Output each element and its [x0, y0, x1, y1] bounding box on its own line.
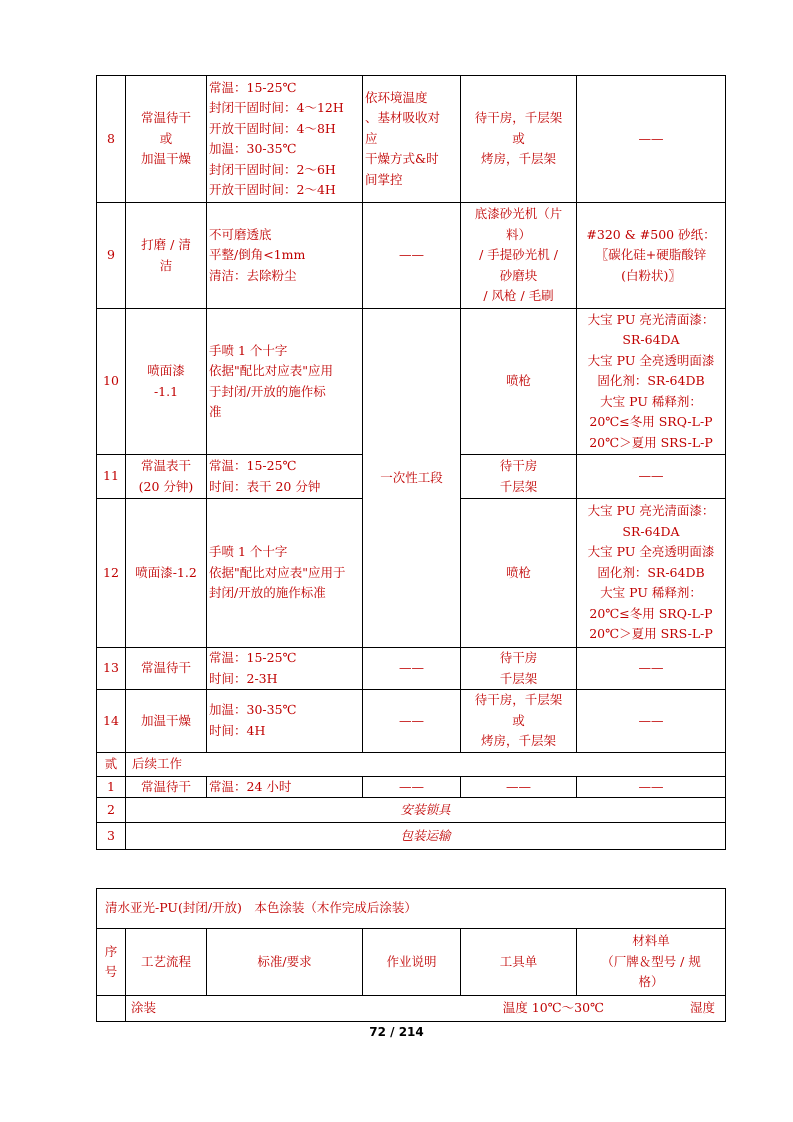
row-tools: 喷枪 [461, 309, 577, 455]
row-note: —— [363, 648, 461, 690]
coating-table-title: 清水亚光-PU(封闭/开放) 本色涂装（木作完成后涂装） [97, 889, 726, 929]
row-no: 12 [97, 499, 126, 648]
row-standard: 不可磨透底 平整/倒角<1mm 清洁：去除粉尘 [207, 203, 363, 309]
row-note: —— [363, 203, 461, 309]
table-row [97, 823, 726, 850]
row-standard: 手喷 1 个十字 依据"配比对应表"应用于 封闭/开放的施作标准 [207, 499, 363, 648]
process-rows [97, 76, 726, 850]
row-no: 8 [97, 76, 126, 203]
row-process: 打磨 / 清 洁 [126, 203, 207, 309]
table-row [97, 690, 726, 753]
row-material: —— [577, 455, 726, 499]
coating-label: 涂装 [131, 1000, 157, 1016]
row-merged-text: 安装锁具 [126, 798, 726, 823]
row-process: 喷面漆 -1.1 [126, 309, 207, 455]
row-tools: 待干房，千层架 或 烤房，千层架 [461, 76, 577, 203]
row-note: —— [363, 690, 461, 753]
table-row [97, 76, 726, 203]
row-process: 常温待干 [126, 776, 207, 798]
row-no: 13 [97, 648, 126, 690]
section-row [97, 752, 726, 776]
row-note: —— [363, 776, 461, 798]
row-no: 11 [97, 455, 126, 499]
row-note: 依环境温度 、基材吸收对 应 干燥方式&时 间掌控 [363, 76, 461, 203]
row-material: —— [577, 690, 726, 753]
row-standard: 常温：15-25℃ 时间：表干 20 分钟 [207, 455, 363, 499]
row-material: —— [577, 776, 726, 798]
row-material: —— [577, 76, 726, 203]
table-row [97, 203, 726, 309]
header-note: 作业说明 [363, 929, 461, 996]
section-no: 贰 [97, 752, 126, 776]
row-merged-text: 包装运输 [126, 823, 726, 850]
row-tools: 待干房 千层架 [461, 648, 577, 690]
row-standard: 加温：30-35℃ 时间：4H [207, 690, 363, 753]
row-tools: —— [461, 776, 577, 798]
header-tools: 工具单 [461, 929, 577, 996]
row-no: 14 [97, 690, 126, 753]
coating-row [126, 996, 726, 1022]
row-process: 常温表干 (20 分钟) [126, 455, 207, 499]
table-row [97, 798, 726, 823]
header-process: 工艺流程 [126, 929, 207, 996]
section-title: 后续工作 [126, 752, 726, 776]
row-note: 一次性工段 [363, 309, 461, 648]
row-standard: 手喷 1 个十字 依据"配比对应表"应用 于封闭/开放的施作标 准 [207, 309, 363, 455]
row-standard: 常温：15-25℃ 时间：2-3H [207, 648, 363, 690]
table-row [97, 776, 726, 798]
row-material: —— [577, 648, 726, 690]
row-process: 加温干燥 [126, 690, 207, 753]
table-row [97, 309, 726, 455]
row-tools: 待干房 千层架 [461, 455, 577, 499]
coating-temp: 温度 10℃～30℃ [502, 1000, 605, 1016]
row-material: 大宝 PU 亮光清面漆： SR-64DA 大宝 PU 全亮透明面漆 固化剂：SR-64DB 大宝 PU 稀释剂： 20℃≤冬用 SRQ-L-P 20℃＞夏用 SRS-L-P [577, 309, 726, 455]
row-standard: 常温：15-25℃ 封闭干固时间：4～12H 开放干固时间：4～8H 加温：30-35℃ 封闭干固时间：2～6H 开放干固时间：2～4H [207, 76, 363, 203]
row-material: #320 & #500 砂纸： 〖碳化硅+硬脂酸锌 (白粉状)〗 [577, 203, 726, 309]
row-no: 9 [97, 203, 126, 309]
row-no: 10 [97, 309, 126, 455]
coating-humidity: 湿度 [690, 1000, 716, 1016]
page-number: 72 / 214 [369, 1025, 424, 1039]
row-no: 3 [97, 823, 126, 850]
row-tools: 喷枪 [461, 499, 577, 648]
table-row [97, 648, 726, 690]
row-standard: 常温：24 小时 [207, 776, 363, 798]
row-no: 1 [97, 776, 126, 798]
process-table [96, 75, 726, 850]
row-process: 常温待干 [126, 648, 207, 690]
row-tools: 待干房，千层架 或 烤房，千层架 [461, 690, 577, 753]
row-tools: 底漆砂光机（片 料） / 手提砂光机 / 砂磨块 / 风枪 / 毛刷 [461, 203, 577, 309]
header-standard: 标准/要求 [207, 929, 363, 996]
row-material: 大宝 PU 亮光清面漆： SR-64DA 大宝 PU 全亮透明面漆 固化剂：SR-64DB 大宝 PU 稀释剂： 20℃≤冬用 SRQ-L-P 20℃＞夏用 SRS-L-P [577, 499, 726, 648]
row-no: 2 [97, 798, 126, 823]
row-process: 喷面漆-1.2 [126, 499, 207, 648]
header-material: 材料单 （厂牌＆型号 / 规 格） [577, 929, 726, 996]
header-no: 序 号 [97, 929, 126, 996]
row-process: 常温待干 或 加温干燥 [126, 76, 207, 203]
coating-table [96, 888, 726, 1022]
coating-no [97, 996, 126, 1022]
